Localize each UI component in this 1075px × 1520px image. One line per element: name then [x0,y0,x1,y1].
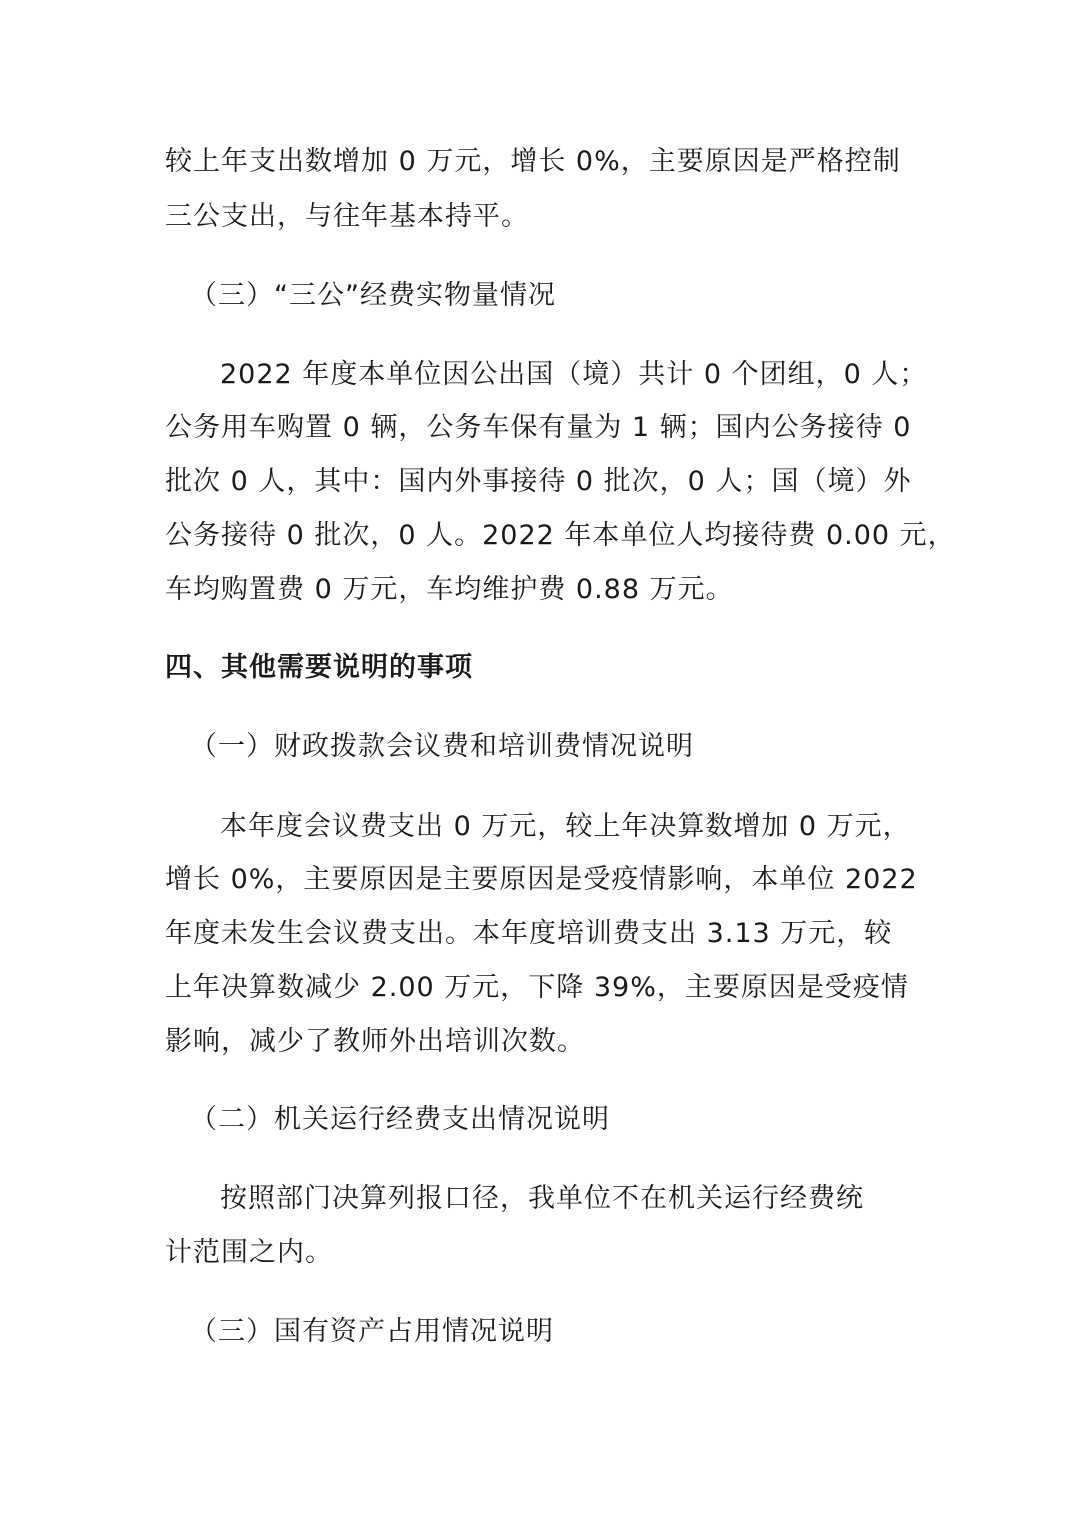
paragraph-line: 本年度会议费支出 0 万元，较上年决算数增加 0 万元， [220,811,911,842]
paragraph-line: 批次 0 人，其中：国内外事接待 0 批次，0 人；国（境）外 [165,466,912,497]
paragraph-line: 计范围之内。 [165,1237,333,1268]
paragraph-line: 公务接待 0 批次，0 人。2022 年本单位人均接待费 0.00 元， [165,520,956,551]
paragraph-line: 按照部门决算列报口径，我单位不在机关运行经费统 [220,1183,864,1214]
paragraph-line: 车均购置费 0 万元，车均维护费 0.88 万元。 [165,574,734,605]
paragraph-line: 增长 0%，主要原因是主要原因是受疫情影响，本单位 2022 [165,864,918,895]
paragraph-line: 公务用车购置 0 辆，公务车保有量为 1 辆；国内公务接待 0 [165,412,912,443]
paragraph-line: 年度未发生会议费支出。本年度培训费支出 3.13 万元，较 [165,918,893,949]
section-heading: 四、其他需要说明的事项 [165,652,473,683]
section-subheading: （三）国有资产占用情况说明 [190,1316,554,1347]
section-subheading: （二）机关运行经费支出情况说明 [190,1104,610,1135]
paragraph-line: 较上年支出数增加 0 万元，增长 0%，主要原因是严格控制 [165,146,901,177]
paragraph-line: 2022 年度本单位因公出国（境）共计 0 个团组，0 人； [220,359,928,390]
paragraph-line: 上年决算数减少 2.00 万元，下降 39%，主要原因是受疫情 [165,972,909,1003]
section-subheading: （一）财政拨款会议费和培训费情况说明 [190,731,694,762]
paragraph-line: 影响，减少了教师外出培训次数。 [165,1026,585,1057]
section-subheading: （三）“三公”经费实物量情况 [190,280,556,311]
paragraph-line: 三公支出，与往年基本持平。 [165,201,529,232]
